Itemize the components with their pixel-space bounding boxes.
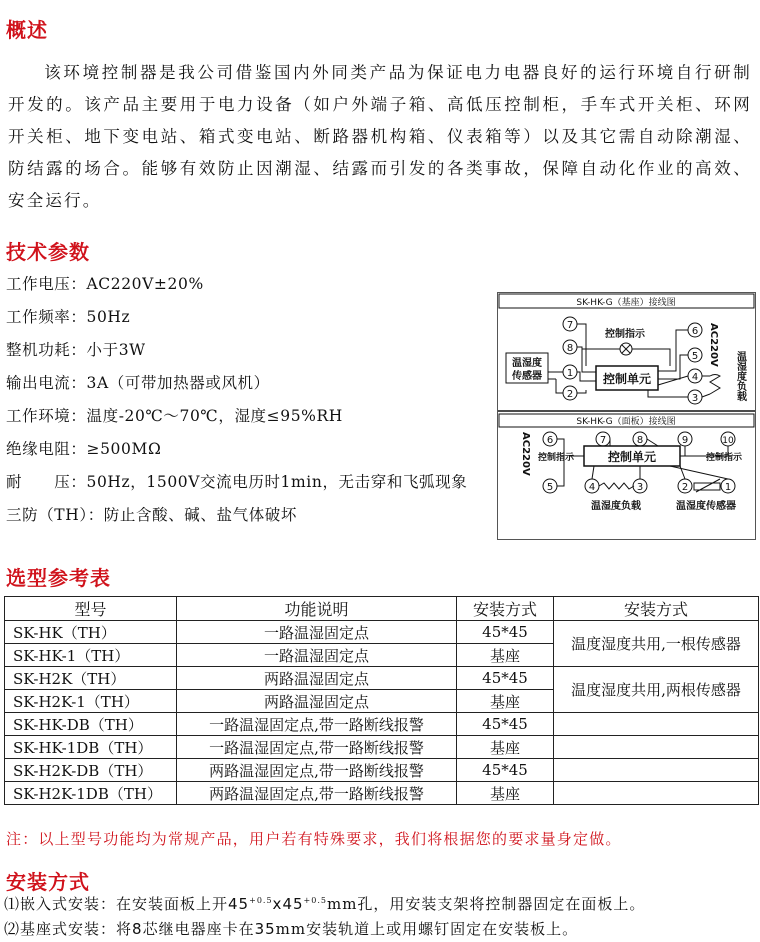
terminal-5-label: 5 xyxy=(691,351,699,362)
table-row xyxy=(5,736,759,759)
spec-protection: 三防（TH）：防止含酸、碱、盐气体破坏 xyxy=(6,506,298,524)
spec-environment: 工作环境：温度-20℃～70℃，湿度≤95%RH xyxy=(6,407,343,425)
diagram-load-vertical: 温湿度负载 xyxy=(734,351,746,401)
install-line-1 xyxy=(4,893,645,914)
diagram-ac-bottom: AC220V xyxy=(520,432,531,476)
table-header-row xyxy=(5,597,759,621)
cell-model: SK-H2K（TH） xyxy=(5,667,177,690)
cell-function: 两路温湿固定点,带一路断线报警 xyxy=(177,759,457,782)
table-row xyxy=(5,713,759,736)
terminal-2-label: 2 xyxy=(566,389,574,400)
terminal-6-label-b: 6 xyxy=(546,435,554,446)
cell-function: 两路温湿固定点 xyxy=(177,690,457,713)
overview-heading: 概述 xyxy=(6,18,48,42)
spec-frequency: 工作频率：50Hz xyxy=(6,308,131,326)
cell-mount: 基座 xyxy=(457,690,554,713)
terminal-6-label: 6 xyxy=(691,326,699,337)
specs-heading: 技术参数 xyxy=(6,240,90,264)
terminal-4-label-b: 4 xyxy=(588,482,596,493)
cell-mount: 45*45 xyxy=(457,713,554,736)
spec-withstand: 耐 压：50Hz，1500V交流电历时1min，无击穿和飞弧现象 xyxy=(6,473,468,491)
cell-model: SK-H2K-1（TH） xyxy=(5,690,177,713)
install-heading: 安装方式 xyxy=(6,870,90,894)
terminal-3-label: 3 xyxy=(691,393,699,404)
terminal-2-label-b: 2 xyxy=(681,482,689,493)
overview-text: 该环境控制器是我公司借鉴国内外同类产品为保证电力电器良好的运行环境自行研制开发的。该产品主要用于电力设备（如户外端子箱、高低压控制柜，手车式开关柜、环网开关柜、地下变电站、箱式变电站、断路器机构箱、仪表箱等）以及其它需自动除潮湿、防结露的场合。能够有效防止因潮湿、结露而引发的各类事故，保障自动化作业的高效、安全运行。 xyxy=(8,63,752,210)
cell-group-2: 温度湿度共用,两根传感器 xyxy=(554,667,759,713)
cell-mount: 基座 xyxy=(457,736,554,759)
install-1-sup2: +0.5 xyxy=(303,896,327,905)
table-row xyxy=(5,782,759,805)
diagram-control-indicator-left: 控制指示 xyxy=(538,453,575,463)
cell-model: SK-HK-DB（TH） xyxy=(5,713,177,736)
cell-empty xyxy=(554,713,759,736)
cell-model: SK-HK-1（TH） xyxy=(5,644,177,667)
diagram-control-indicator-right: 控制指示 xyxy=(706,453,743,463)
terminal-4-label: 4 xyxy=(691,372,699,383)
spec-current: 输出电流：3A（可带加热器或风机） xyxy=(6,374,270,392)
diagram-bottom-title: SK-HK-G（面板）接线图 xyxy=(576,417,676,427)
diagram-sensor-line1: 温湿度 xyxy=(512,358,542,369)
cell-model: SK-H2K-1DB（TH） xyxy=(5,782,177,805)
install-2-suffix: mm安装轨道上或用螺钉固定在安装板上。 xyxy=(275,920,579,938)
spec-voltage: 工作电压：AC220V±20% xyxy=(6,275,204,293)
cell-function: 两路温湿固定点 xyxy=(177,667,457,690)
cell-group-1: 温度湿度共用,一根传感器 xyxy=(554,621,759,667)
cell-function: 一路温湿固定点,带一路断线报警 xyxy=(177,736,457,759)
note-text: 注：以上型号功能均为常规产品，用户若有特殊要求，我们将根据您的要求量身定做。 xyxy=(6,830,622,848)
overview-paragraph xyxy=(8,57,752,217)
wiring-diagram xyxy=(497,292,756,540)
terminal-8-label: 8 xyxy=(566,343,574,354)
diagram-control-unit-top: 控制单元 xyxy=(602,372,652,386)
cell-mount: 45*45 xyxy=(457,759,554,782)
spec-power: 整机功耗：小于3W xyxy=(6,341,146,359)
install-2-mid: 芯继电器座卡在 xyxy=(142,920,255,938)
cell-function: 一路温湿固定点,带一路断线报警 xyxy=(177,713,457,736)
terminal-7-label: 7 xyxy=(566,320,574,331)
diagram-sensor-bottom: 温湿度传感器 xyxy=(676,501,736,512)
install-1-a: 45 xyxy=(228,895,250,913)
cell-mount: 基座 xyxy=(457,644,554,667)
table-row xyxy=(5,667,759,690)
cell-model: SK-HK（TH） xyxy=(5,621,177,644)
install-2-prefix: ⑵基座式安装：将 xyxy=(4,920,133,938)
install-2-n: 8 xyxy=(132,920,143,938)
install-1-b: 45 xyxy=(282,895,304,913)
diagram-top-title: SK-HK-G（基座）接线图 xyxy=(576,298,676,308)
header-mount: 安装方式 xyxy=(457,597,554,621)
cell-mount: 45*45 xyxy=(457,621,554,644)
wiring-diagram-svg xyxy=(498,293,755,539)
diagram-ac-top: AC220V xyxy=(708,323,719,367)
terminal-3-label-b: 3 xyxy=(636,482,644,493)
install-1-prefix: ⑴嵌入式安装：在安装面板上开 xyxy=(4,895,229,913)
install-1-sup: +0.5 xyxy=(249,896,273,905)
terminal-1-label: 1 xyxy=(566,368,574,379)
install-line-2 xyxy=(4,918,578,939)
cell-function: 两路温湿固定点,带一路断线报警 xyxy=(177,782,457,805)
cell-empty xyxy=(554,736,759,759)
cell-function: 一路温湿固定点 xyxy=(177,644,457,667)
cell-function: 一路温湿固定点 xyxy=(177,621,457,644)
cell-mount: 45*45 xyxy=(457,667,554,690)
install-1-suffix: mm孔，用安装支架将控制器固定在面板上。 xyxy=(326,895,646,913)
diagram-load-bottom: 温湿度负载 xyxy=(591,501,641,512)
table-row xyxy=(5,621,759,644)
terminal-9-label-b: 9 xyxy=(681,435,689,446)
cell-model: SK-H2K-DB（TH） xyxy=(5,759,177,782)
terminal-8-label-b: 8 xyxy=(636,435,644,446)
terminal-5-label-b: 5 xyxy=(546,482,554,493)
cell-mount: 基座 xyxy=(457,782,554,805)
header-mount-2: 安装方式 xyxy=(554,597,759,621)
terminal-1-label-b: 1 xyxy=(724,482,732,493)
header-model: 型号 xyxy=(5,597,177,621)
cell-empty xyxy=(554,782,759,805)
diagram-control-unit-bottom: 控制单元 xyxy=(607,450,657,464)
terminal-7-label-b: 7 xyxy=(599,435,607,446)
spec-insulation: 绝缘电阻：≥500MΩ xyxy=(6,440,162,458)
terminal-10-label-b: 10 xyxy=(722,436,734,446)
install-2-mm: 35 xyxy=(254,920,276,938)
selection-table xyxy=(4,596,759,805)
diagram-sensor-line2: 传感器 xyxy=(512,371,542,382)
cell-model: SK-HK-1DB（TH） xyxy=(5,736,177,759)
diagram-control-indicator-top: 控制指示 xyxy=(605,329,645,340)
header-function: 功能说明 xyxy=(177,597,457,621)
selection-heading: 选型参考表 xyxy=(6,566,111,590)
table-row xyxy=(5,759,759,782)
install-1-x: x xyxy=(272,895,283,913)
cell-empty xyxy=(554,759,759,782)
